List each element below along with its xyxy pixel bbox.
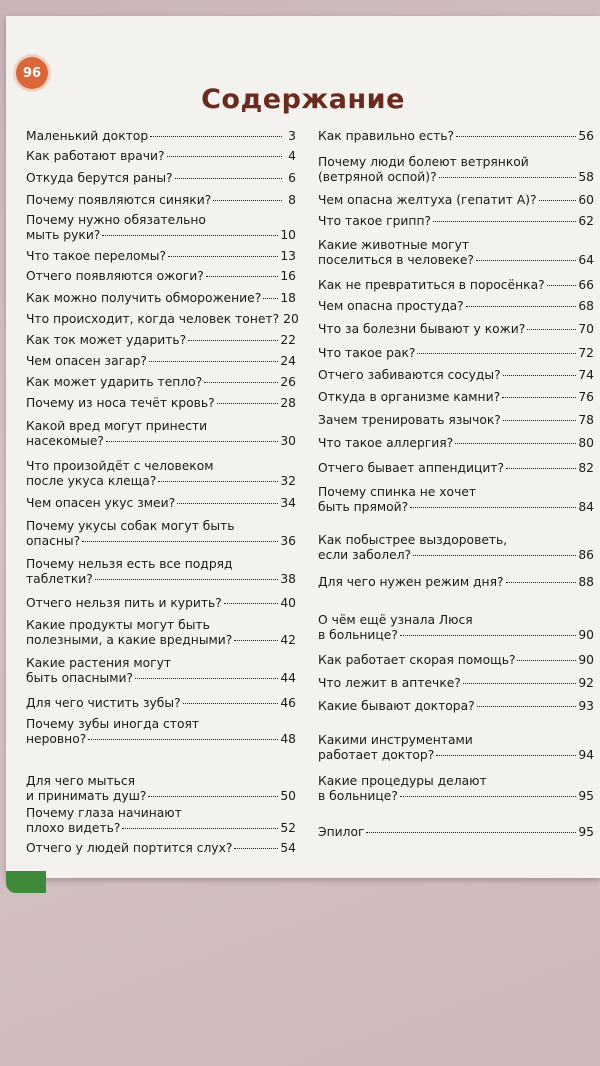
toc-entry-title: Почему из носа течёт кровь?: [26, 396, 215, 410]
toc-dot-leader: [506, 582, 577, 583]
toc-page-number: 68: [578, 299, 594, 313]
toc-page-number: 6: [288, 171, 296, 185]
toc-page-number: 70: [578, 322, 594, 336]
toc-dot-leader: [503, 375, 577, 376]
toc-page-number: 90: [578, 628, 594, 642]
blanket-background: [0, 880, 600, 1066]
toc-entry-title: после укуса клеща?: [26, 474, 157, 488]
toc-page-number: 54: [280, 841, 296, 855]
toc-page-number: 34: [280, 496, 296, 510]
toc-entry-title: Какими инструментами: [318, 733, 473, 747]
toc-entry: [26, 249, 296, 264]
toc-page-number: 64: [578, 253, 594, 267]
toc-entry-title: (ветряной оспой)?: [318, 170, 437, 184]
toc-dot-leader: [167, 156, 282, 157]
toc-dot-leader: [217, 403, 279, 404]
toc-dot-leader: [439, 177, 577, 178]
toc-entry: [26, 596, 296, 611]
toc-dot-leader: [224, 603, 279, 604]
toc-entry: [26, 618, 296, 648]
toc-dot-leader: [213, 200, 282, 201]
toc-entry-title: Что такое аллергия?: [318, 436, 454, 450]
toc-entry: [26, 291, 296, 306]
toc-page-number: 90: [578, 653, 594, 667]
toc-dot-leader: [456, 136, 576, 137]
toc-entry: [318, 390, 594, 405]
toc-entry-title: Отчего нельзя пить и курить?: [26, 596, 222, 610]
toc-page-number: 13: [280, 249, 296, 263]
toc-entry: [318, 214, 594, 229]
toc-entry: [26, 496, 296, 511]
toc-dot-leader: [168, 256, 278, 257]
toc-entry-title: Что такое грипп?: [318, 214, 432, 228]
toc-dot-leader: [476, 260, 576, 261]
toc-entry-title: Почему нужно обязательно: [26, 213, 206, 227]
toc-entry: [318, 613, 594, 643]
toc-dot-leader: [102, 235, 278, 236]
toc-dot-leader: [82, 541, 278, 542]
toc-entry: [318, 155, 594, 185]
toc-dot-leader: [106, 441, 278, 442]
toc-dot-leader: [400, 796, 576, 797]
toc-entry-title: Как правильно есть?: [318, 129, 455, 143]
toc-page-number: 86: [578, 548, 594, 562]
toc-page-number: 50: [280, 789, 296, 803]
page-number-badge: 96: [16, 57, 48, 89]
toc-dot-leader: [149, 361, 278, 362]
toc-page-number: 22: [280, 333, 296, 347]
toc-entry-title: в больнице?: [318, 628, 398, 642]
toc-entry-title: быть опасными?: [26, 671, 134, 685]
toc-dot-leader: [410, 507, 576, 508]
toc-entry: [318, 461, 594, 476]
toc-entry-title: Как ток может ударить?: [26, 333, 187, 347]
toc-dot-leader: [433, 221, 576, 222]
toc-entry: [318, 733, 594, 763]
toc-page-number: 3: [288, 129, 296, 143]
toc-dot-leader: [122, 828, 278, 829]
toc-entry-title: Какие растения могут: [26, 656, 172, 670]
toc-entry: [318, 129, 594, 144]
toc-page-number: 26: [280, 375, 296, 389]
toc-entry-title: Почему нельзя есть все подряд: [26, 557, 233, 571]
toc-entry: [318, 676, 594, 691]
toc-entry-title: Откуда в организме камни?: [318, 390, 501, 404]
toc-dot-leader: [506, 468, 576, 469]
toc-entry: [26, 841, 296, 856]
toc-entry-title: мыть руки?: [26, 228, 101, 242]
toc-entry-title: Отчего бывает аппендицит?: [318, 461, 505, 475]
toc-dot-leader: [539, 200, 577, 201]
toc-dot-leader: [400, 635, 576, 636]
toc-entry: [26, 333, 296, 348]
toc-dot-leader: [183, 703, 279, 704]
toc-entry: [318, 774, 594, 804]
toc-entry: [26, 354, 296, 369]
toc-dot-leader: [502, 397, 576, 398]
toc-page-number: 92: [578, 676, 594, 690]
toc-dot-leader: [95, 579, 279, 580]
toc-entry-title: Маленький доктор: [26, 129, 149, 143]
toc-dot-leader: [175, 178, 282, 179]
toc-dot-leader: [88, 739, 278, 740]
toc-page-number: 16: [280, 269, 296, 283]
toc-entry: [26, 213, 296, 243]
toc-page-number: 82: [578, 461, 594, 475]
toc-entry: [318, 485, 594, 515]
toc-entry-title: Отчего забиваются сосуды?: [318, 368, 501, 382]
toc-entry-title: Откуда берутся раны?: [26, 171, 173, 185]
toc-entry: [318, 413, 594, 428]
toc-dot-leader: [463, 683, 577, 684]
toc-page-number: 18: [280, 291, 296, 305]
toc-page-number: 60: [578, 193, 594, 207]
toc-page-number: 46: [280, 696, 296, 710]
toc-entry-title: Чем опасен загар?: [26, 354, 147, 368]
toc-dot-leader: [158, 481, 278, 482]
toc-entry: [318, 368, 594, 383]
toc-dot-leader: [436, 755, 576, 756]
toc-entry: [26, 717, 296, 747]
toc-page-number: 56: [578, 129, 594, 143]
toc-entry: [318, 238, 594, 268]
toc-entry-title: насекомые?: [26, 434, 104, 448]
toc-page-number: 95: [578, 789, 594, 803]
toc-entry-title: О чём ещё узнала Люся: [318, 613, 473, 627]
toc-entry: [26, 193, 296, 208]
toc-dot-leader: [413, 555, 576, 556]
toc-entry: [26, 519, 296, 549]
toc-dot-leader: [148, 796, 278, 797]
toc-entry-title: полезными, а какие вредными?: [26, 633, 233, 647]
toc-entry: [26, 129, 296, 144]
toc-dot-leader: [188, 340, 278, 341]
toc-page-number: 4: [288, 149, 296, 163]
toc-page-number: 28: [280, 396, 296, 410]
toc-entry-title: Как может ударить тепло?: [26, 375, 203, 389]
toc-entry-title: Чем опасна желтуха (гепатит А)?: [318, 193, 537, 207]
toc-entry-title: Какие животные могут: [318, 238, 470, 252]
toc-entry-title: Чем опасна простуда?: [318, 299, 464, 313]
toc-page-number: 30: [280, 434, 296, 448]
toc-entry: [318, 278, 594, 293]
toc-entry-title: Эпилог: [318, 825, 365, 839]
toc-entry: [26, 696, 296, 711]
toc-entry-title: в больнице?: [318, 789, 398, 803]
toc-entry: [26, 774, 296, 804]
toc-entry-title: таблетки?: [26, 572, 93, 586]
toc-page-number: 48: [280, 732, 296, 746]
toc-entry: [318, 533, 594, 563]
toc-page-number: 44: [280, 671, 296, 685]
toc-entry: [26, 171, 296, 186]
toc-dot-leader: [263, 298, 278, 299]
toc-page-number: 42: [280, 633, 296, 647]
toc-entry-title: работает доктор?: [318, 748, 435, 762]
toc-entry: [26, 806, 296, 836]
toc-entry-title: Почему люди болеют ветрянкой: [318, 155, 529, 169]
toc-page-number: 74: [578, 368, 594, 382]
toc-page-number: 62: [578, 214, 594, 228]
toc-entry: [26, 419, 296, 449]
toc-entry-title: плохо видеть?: [26, 821, 121, 835]
toc-entry: [318, 193, 594, 208]
toc-dot-leader: [234, 640, 278, 641]
toc-entry: [318, 322, 594, 337]
toc-entry-title: Чем опасен укус змеи?: [26, 496, 176, 510]
toc-entry-title: Зачем тренировать язычок?: [318, 413, 501, 427]
toc-entry: [26, 149, 296, 164]
toc-entry-title: Что происходит, когда человек тонет?: [26, 312, 280, 326]
toc-entry: [26, 312, 299, 327]
toc-page-number: 40: [280, 596, 296, 610]
toc-entry-title: Отчего появляются ожоги?: [26, 269, 204, 283]
toc-page-number: 88: [578, 575, 594, 589]
toc-entry-title: быть прямой?: [318, 500, 409, 514]
toc-page-number: 84: [578, 500, 594, 514]
toc-dot-leader: [135, 678, 278, 679]
toc-entry-title: Какой вред могут принести: [26, 419, 208, 433]
toc-entry-title: Почему глаза начинают: [26, 806, 182, 820]
toc-dot-leader: [150, 136, 282, 137]
toc-page-number: 20: [283, 312, 299, 326]
toc-entry-title: и принимать душ?: [26, 789, 147, 803]
toc-entry-title: Для чего чистить зубы?: [26, 696, 181, 710]
book-page: [6, 16, 600, 878]
toc-page-number: 10: [280, 228, 296, 242]
toc-dot-leader: [477, 706, 577, 707]
toc-entry: [26, 656, 296, 686]
toc-dot-leader: [234, 848, 278, 849]
toc-page-number: 93: [578, 699, 594, 713]
toc-entry-title: если заболел?: [318, 548, 412, 562]
toc-entry-title: поселиться в человеке?: [318, 253, 474, 267]
toc-entry-title: опасны?: [26, 534, 81, 548]
toc-entry-title: Отчего у людей портится слух?: [26, 841, 233, 855]
toc-entry-title: Как работают врачи?: [26, 149, 165, 163]
toc-entry: [26, 557, 296, 587]
toc-page-number: 95: [578, 825, 594, 839]
toc-entry-title: Что такое рак?: [318, 346, 416, 360]
toc-page-number: 32: [280, 474, 296, 488]
toc-entry-title: Какие процедуры делают: [318, 774, 487, 788]
toc-dot-leader: [417, 353, 576, 354]
toc-entry: [318, 653, 594, 668]
toc-entry-title: Почему укусы собак могут быть: [26, 519, 235, 533]
toc-page-number: 38: [280, 572, 296, 586]
toc-dot-leader: [366, 832, 576, 833]
toc-entry-title: Что произойдёт с человеком: [26, 459, 214, 473]
toc-page-number: 8: [288, 193, 296, 207]
toc-dot-leader: [503, 420, 577, 421]
toc-entry-title: Как побыстрее выздороветь,: [318, 533, 508, 547]
toc-entry: [318, 436, 594, 451]
toc-entry: [26, 396, 296, 411]
toc-entry-title: Почему появляются синяки?: [26, 193, 212, 207]
toc-dot-leader: [455, 443, 576, 444]
toc-entry-title: Что лежит в аптечке?: [318, 676, 461, 690]
toc-entry: [318, 575, 594, 590]
toc-entry: [318, 346, 594, 361]
toc-entry-title: Как можно получить обморожение?: [26, 291, 262, 305]
toc-dot-leader: [206, 276, 279, 277]
toc-entry-title: Как работает скорая помощь?: [318, 653, 516, 667]
toc-dot-leader: [204, 382, 278, 383]
toc-entry-title: Какие продукты могут быть: [26, 618, 210, 632]
page-edge-decoration: [6, 871, 46, 893]
toc-entry-title: Для чего мыться: [26, 774, 136, 788]
toc-entry: [26, 459, 296, 489]
toc-page-number: 36: [280, 534, 296, 548]
toc-entry-title: неровно?: [26, 732, 87, 746]
toc-entry: [318, 299, 594, 314]
toc-page-number: 80: [578, 436, 594, 450]
toc-dot-leader: [547, 285, 577, 286]
toc-entry-title: Почему спинка не хочет: [318, 485, 477, 499]
toc-page-number: 52: [280, 821, 296, 835]
toc-page-number: 24: [280, 354, 296, 368]
toc-page-number: 72: [578, 346, 594, 360]
toc-entry-title: Что такое переломы?: [26, 249, 167, 263]
toc-page-number: 58: [578, 170, 594, 184]
toc-entry-title: Для чего нужен режим дня?: [318, 575, 504, 589]
toc-entry-title: Что за болезни бывают у кожи?: [318, 322, 526, 336]
toc-entry: [318, 699, 594, 714]
toc-entry: [26, 375, 296, 390]
toc-entry-title: Какие бывают доктора?: [318, 699, 475, 713]
toc-dot-leader: [517, 660, 576, 661]
toc-dot-leader: [527, 329, 576, 330]
toc-dot-leader: [466, 306, 577, 307]
toc-page-number: 76: [578, 390, 594, 404]
toc-entry-title: Почему зубы иногда стоят: [26, 717, 200, 731]
toc-page-number: 78: [578, 413, 594, 427]
page-title: Содержание: [201, 84, 405, 115]
toc-dot-leader: [177, 503, 278, 504]
toc-entry-title: Как не превратиться в поросёнка?: [318, 278, 545, 292]
toc-entry: [26, 269, 296, 284]
toc-page-number: 66: [578, 278, 594, 292]
toc-page-number: 94: [578, 748, 594, 762]
toc-entry: [318, 825, 594, 840]
